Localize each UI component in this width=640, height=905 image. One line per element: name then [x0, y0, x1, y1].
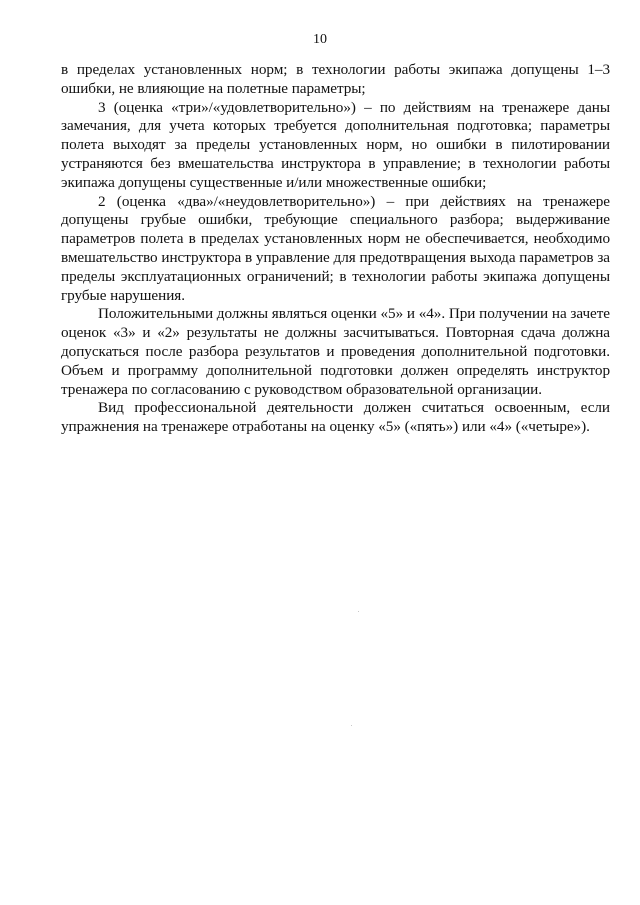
- scan-speck: [351, 725, 352, 726]
- paragraph-grade-3: 3 (оценка «три»/«удовлетворительно») – по действиям на тренажере даны замечания, для учета которых требуется дополнительная подготовка; параметры полета выходят за пределы установленных норм, но ошибки в пилотировании устраняются без вмешательства инструктора в управление; в технологии работы экипажа допущены существенные и/или множественные ошибки;: [61, 98, 610, 191]
- page-number: 10: [313, 32, 327, 47]
- paragraph-positive-grades: Положительными должны являться оценки «5» и «4». При получении на зачете оценок «3» и «2» результаты не должны засчитываться. Повторная сдача должна допускаться после разбора результатов и проведения дополнительной подготовки. Объем и программу дополнительной подготовки должен определять инструктор тренажера по согласованию с руководством образовательной организации.: [61, 305, 610, 398]
- scan-speck: [358, 611, 359, 612]
- paragraph-activity-mastered: Вид профессиональной деятельности должен считаться освоенным, если упражнения на тренажере отработаны на оценку «5» («пять») или «4» («четыре»).: [61, 399, 610, 436]
- paragraph-continuation: в пределах установленных норм; в технологии работы экипажа допущены 1–3 ошибки, не влияющие на полетные параметры;: [61, 61, 610, 97]
- document-body: [61, 61, 610, 437]
- paragraph-grade-2: 2 (оценка «два»/«неудовлетворительно») – при действиях на тренажере допущены грубые ошибки, требующие специального разбора; выдерживание параметров полета в пределах установленных норм не обеспечивается, необходимо вмешательство инструктора в управление для предотвращения выхода параметров за пределы эксплуатационных ограничений; в технологии работы экипажа допущены грубые нарушения.: [61, 192, 610, 304]
